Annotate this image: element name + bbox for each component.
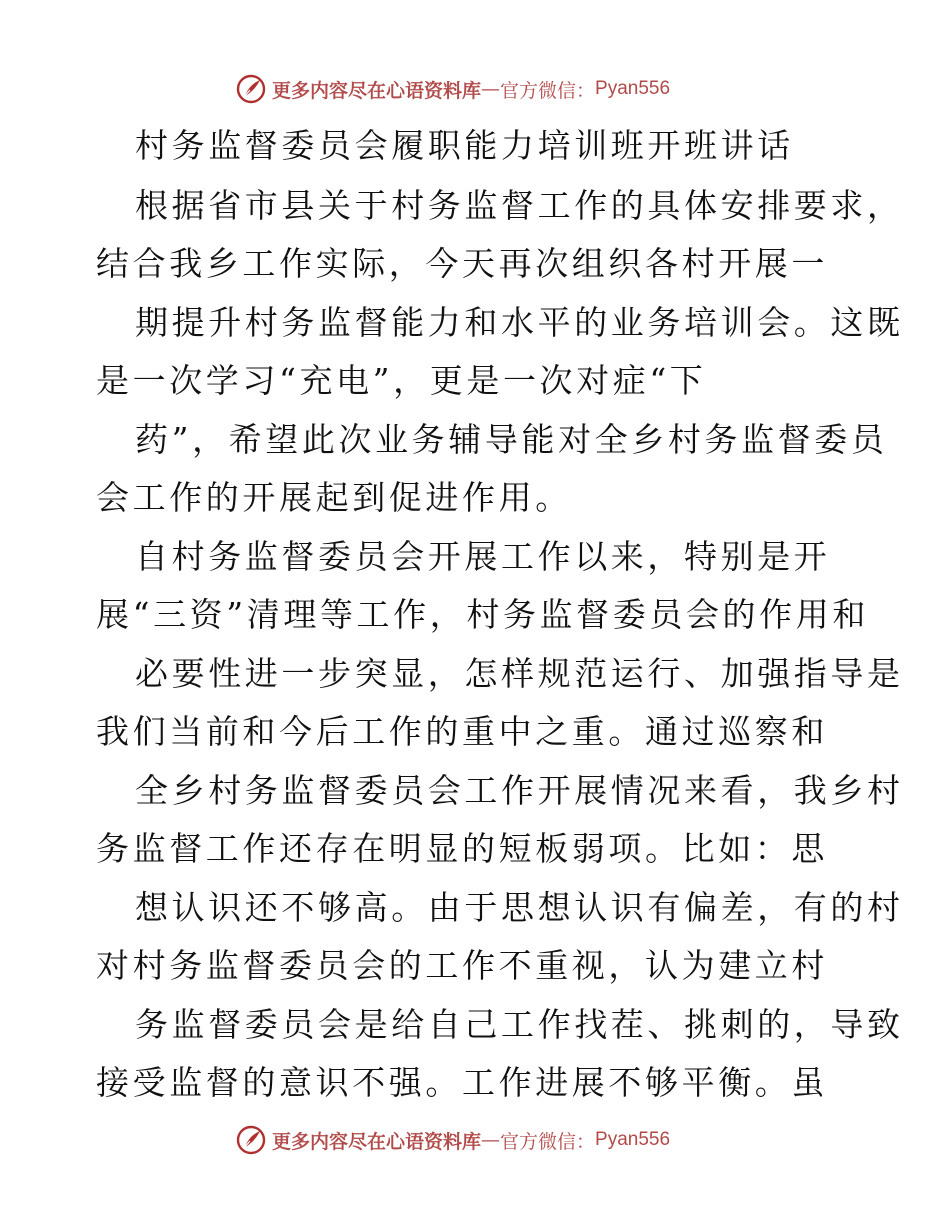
header-wechat-id: Pyan556 [595,78,671,99]
footer-separator: — [481,1129,501,1151]
body-line: 想认识还不够高。由于思想认识有偏差，有的村 [135,888,904,927]
body-line: 会工作的开展起到促进作用。 [96,478,572,517]
body-line: 期提升村务监督能力和水平的业务培训会。这既 [135,303,904,342]
body-line: 务监督委员会是给自己工作找茬、挑刺的，导致 [135,1005,904,1044]
body-line: 展“三资”清理等工作，村务监督委员会的作用和 [96,595,869,634]
header-wechat-label: 官方微信： [500,79,596,102]
document-title: 村务监督委员会履职能力培训班开班讲话 [135,126,794,165]
body-line: 自村务监督委员会开展工作以来，特别是开 [135,537,831,576]
header-banner [236,71,670,107]
body-line: 我们当前和今后工作的重中之重。通过巡察和 [96,712,828,751]
footer-banner [236,1122,670,1158]
body-line: 全乡村务监督委员会工作开展情况来看，我乡村 [135,771,904,810]
body-line: 药”，希望此次业务辅导能对全乡村务监督委员 [135,420,888,459]
quill-logo-icon [236,1125,266,1155]
body-line: 必要性进一步突显，怎样规范运行、加强指导是 [135,654,904,693]
body-line: 结合我乡工作实际，今天再次组织各村开展一 [96,244,828,283]
header-site-text: 更多内容尽在心语资料库 [272,79,482,102]
footer-wechat-label: 官方微信： [500,1130,596,1153]
body-line: 是一次学习“充电”，更是一次对症“下 [96,361,707,400]
footer-site-text: 更多内容尽在心语资料库 [272,1130,482,1153]
quill-logo-icon [236,74,266,104]
footer-wechat-id: Pyan556 [595,1129,671,1150]
header-separator: — [481,78,501,100]
body-line: 对村务监督委员会的工作不重视，认为建立村 [96,946,828,985]
body-line: 接受监督的意识不强。工作进展不够平衡。虽 [96,1063,828,1102]
body-line: 务监督工作还存在明显的短板弱项。比如：思 [96,829,828,868]
body-line: 根据省市县关于村务监督工作的具体安排要求， [135,186,904,225]
